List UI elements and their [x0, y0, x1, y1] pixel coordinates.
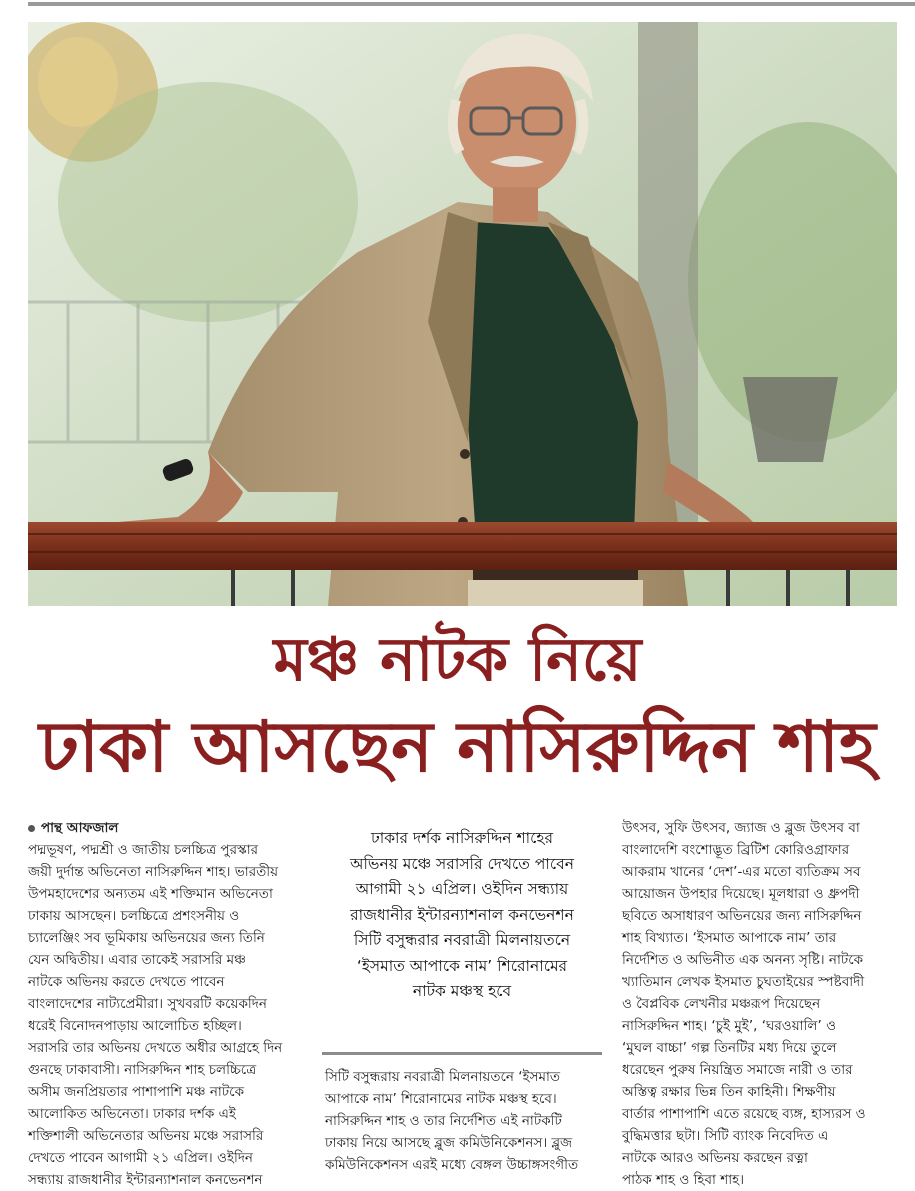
article-column-1	[28, 817, 298, 1191]
bullet-icon	[28, 825, 35, 832]
pull-quote: ঢাকার দর্শক নাসিরুদ্দিন শাহের অভিনয় মঞ্চে সরাসরি দেখতে পাবেন আগামী ২১ এপ্রিল। ওইদিন সন্ধ্যায় রাজধানীর ইন্টারন্যাশনাল কনভেনশন সিটি বসুন্ধরার নবরাত্রী মিলনায়তনে ‘ইসমাত আপাকে নাম’ শিরোনামের নাটক মঞ্চস্থ হবে	[350, 829, 574, 1000]
article-photo	[28, 22, 897, 606]
byline-author: পান্থ আফজাল	[41, 820, 119, 836]
column-3-text: উৎসব, সুফি উৎসব, জ্যাজ ও ব্লুজ উৎসব বা বাংলাদেশি বংশোদ্ভূত ব্রিটিশ কোরিওগ্রাফার আকরাম খানের ‘দেশ’-এর মতো ব্যতিক্রম সব আয়োজন উপহার দিয়েছে। মূলধারা ও ধ্রুপদী ছবিতে অসাধারণ অভিনয়ের জন্য নাসিরুদ্দিন শাহ বিখ্যাত। ‘ইসমাত আপাকে নাম’ তার নির্দেশিত ও অভিনীত এক অনন্য সৃষ্টি। নাটকে খ্যাতিমান লেখক ইসমাত চুঘতাইয়ের স্পষ্টবাদী ও বৈপ্লবিক লেখনীর মঞ্চরূপ দিয়েছেন নাসিরুদ্দিন শাহ। ‘চুই মুই’, ‘ঘরওয়ালি’ ও ‘মুঘল বাচ্চা’ গল্প তিনটির মধ্য দিয়ে তুলে ধরেছেন পুরুষ নিয়ন্ত্রিত সমাজে নারী ও তার অস্তিত্ব রক্ষার ভিন্ন তিন কাহিনী। শিক্ষণীয় বার্তার পাশাপাশি এতে রয়েছে ব্যঙ্গ, হাস্যরস ও বুদ্ধিমত্তার ছটা। সিটি ব্যাংক নিবেদিত এ নাটকে আরও অভিনয় করছেন রত্না পাঠক শাহ ও হিবা শাহ।	[622, 820, 866, 1188]
top-rule	[28, 2, 915, 6]
article-column-2	[325, 1066, 605, 1176]
article-column-3	[622, 817, 894, 1191]
byline	[28, 817, 298, 839]
headline-line-1: মঞ্চ নাটক নিয়ে	[273, 625, 642, 695]
column-1-text: পদ্মভূষণ, পদ্মশ্রী ও জাতীয় চলচ্চিত্র পুরস্কার জয়ী দুর্দান্ত অভিনেতা নাসিরুদ্দিন শাহ। ভারতীয় উপমহাদেশের অন্যতম এই শক্তিমান অভিনেতা ঢাকায় আসছেন। চলচ্চিত্রে প্রশংসনীয় ও চ্যালেঞ্জিং সব ভূমিকায় অভিনয়ের জন্য তিনি যেন অদ্বিতীয়। এবার তাকেই সরাসরি মঞ্চ নাটকে অভিনয় করতে দেখতে পাবেন বাংলাদেশের নাট্যপ্রেমীরা। সুখবরটি কয়েকদিন ধরেই বিনোদনপাড়ায় আলোচিত হচ্ছিল। সরাসরি তার অভিনয় দেখতে অধীর আগ্রহে দিন গুনছে ঢাকাবাসী। নাসিরুদ্দিন শাহ চলচ্চিত্রে অসীম জনপ্রিয়তার পাশাপাশি মঞ্চ নাটকে আলোকিত অভিনেতা। ঢাকার দর্শক এই শক্তিশালী অভিনেতার অভিনয় মঞ্চে সরাসরি দেখতে পাবেন আগামী ২১ এপ্রিল। ওইদিন সন্ধ্যায় রাজধানীর ইন্টারন্যাশনাল কনভেনশন	[28, 842, 283, 1188]
column-2-text: সিটি বসুন্ধরায় নবরাত্রী মিলনায়তনে ‘ইসমাত আপাকে নাম’ শিরোনামের নাটক মঞ্চস্থ হবে। নাসিরুদ্দিন শাহ ও তার নির্দেশিত এই নাটকটি ঢাকায় নিয়ে আসছে ব্লুজ কমিউনিকেশনস। ব্লুজ কমিউনিকেশনস এরই মধ্যে বেঙ্গল উচ্চাঙ্গসংগীত	[325, 1069, 579, 1173]
headline-line-2: ঢাকা আসছেন নাসিরুদ্দিন শাহ	[39, 706, 876, 788]
pull-quote-divider	[322, 1052, 602, 1055]
